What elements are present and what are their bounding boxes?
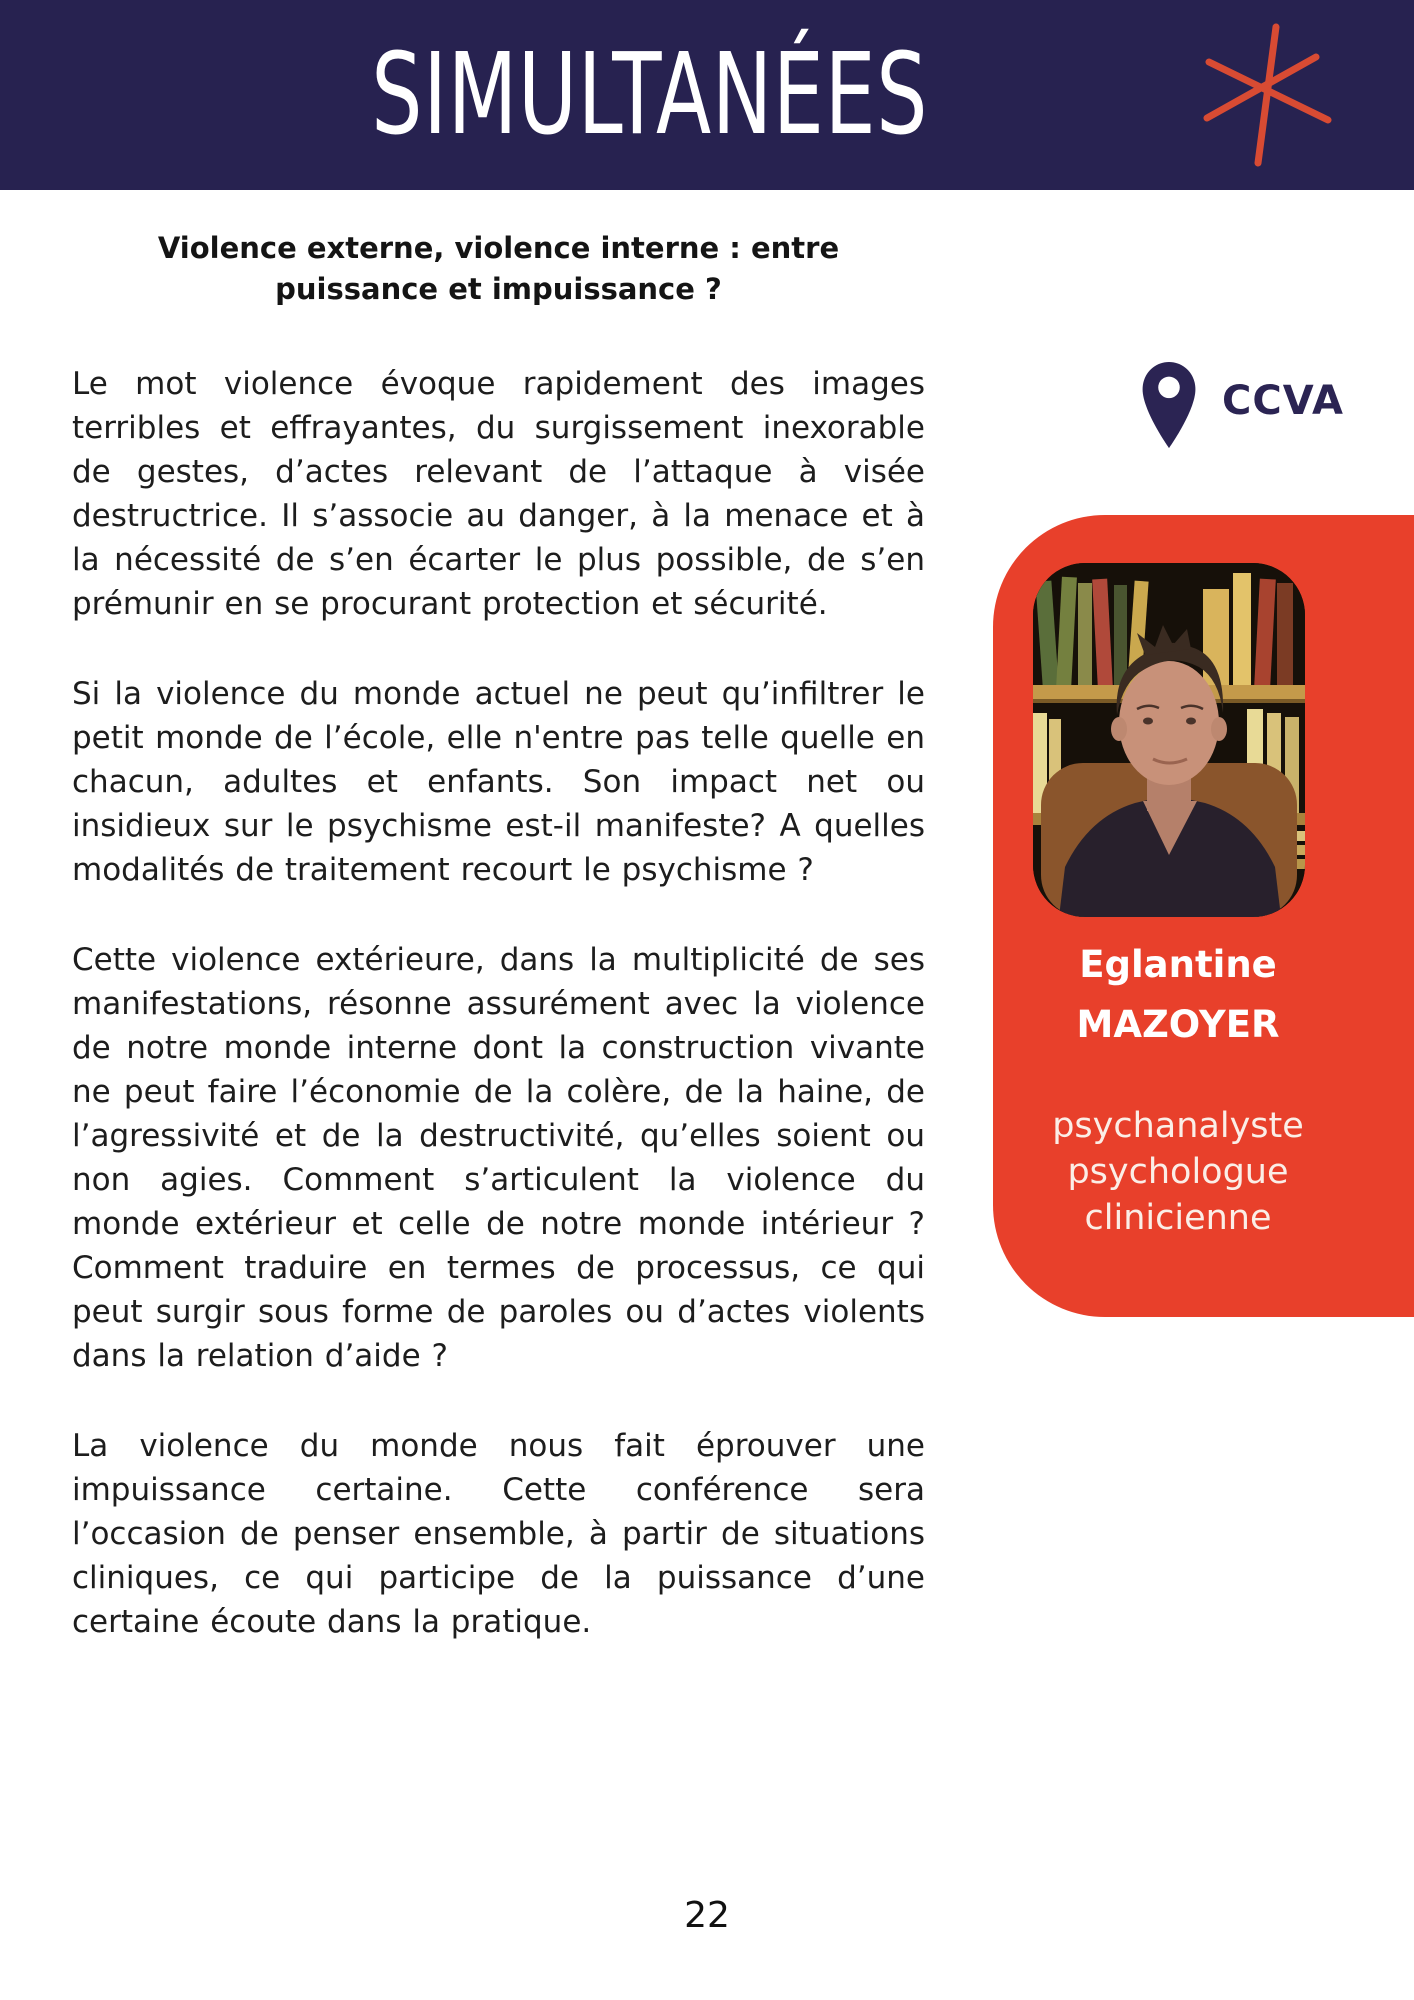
session-paragraph: La violence du monde nous fait éprouver une impuissance certaine. Cette conférence sera l’occasion de penser ensemble, à partir de situations cliniques, ce qui participe de la puissance d’une certaine écoute dans la pratique. xyxy=(72,1428,925,1641)
speaker-role: psychologue xyxy=(1067,1152,1289,1192)
asterisk-icon xyxy=(1192,14,1342,176)
location-block xyxy=(1140,356,1400,451)
speaker-role: clinicienne xyxy=(1084,1198,1272,1238)
speaker-first-name: Eglantine xyxy=(1079,943,1277,986)
page-header xyxy=(0,0,1414,190)
session-paragraph: Le mot violence évoque rapidement des images terribles et effrayantes, du surgissement inexorable de gestes, d’actes relevant de l’attaque à visée destructrice. Il s’associe au danger, à la menace et à la nécessité de s’en écarter le plus possible, de s’en prémunir en se procurant protection et sécurité. xyxy=(72,366,925,623)
session-description xyxy=(72,228,925,1690)
speaker-roles xyxy=(1007,1103,1349,1241)
session-title-line: Violence externe, violence interne : entre xyxy=(157,231,840,265)
session-title-line: puissance et impuissance ? xyxy=(275,272,722,307)
speaker-role: psychanalyste xyxy=(1052,1106,1304,1146)
speaker-last-name: MAZOYER xyxy=(1076,1003,1280,1046)
page-title: SIMULTANÉES xyxy=(371,30,929,160)
page-number: 22 xyxy=(684,1895,730,1936)
session-title xyxy=(149,228,849,310)
location-pin-icon xyxy=(1140,360,1198,450)
speaker-photo xyxy=(1033,563,1305,917)
session-paragraph: Si la violence du monde actuel ne peut qu’infiltrer le petit monde de l’école, elle n'entre pas telle quelle en chacun, adultes et enfants. Son impact net ou insidieux sur le psychisme est-il manifeste? A quelles modalités de traitement recourt le psychisme ? xyxy=(72,676,925,889)
speaker-name xyxy=(1007,935,1349,1055)
location-label: CCVA xyxy=(1222,378,1344,424)
speaker-card xyxy=(993,515,1414,1317)
session-paragraph: Cette violence extérieure, dans la multiplicité de ses manifestations, résonne assurément avec la violence de notre monde interne dont la construction vivante ne peut faire l’économie de la colère, de la haine, de l’agressivité et de la destructivité, qu’elles soient ou non agies. Comment s’articulent la violence du monde extérieur et celle de notre monde intérieur ? Comment traduire en termes de processus, ce qui peut surgir sous forme de paroles ou d’actes violents dans la relation d’aide ? xyxy=(72,942,925,1375)
